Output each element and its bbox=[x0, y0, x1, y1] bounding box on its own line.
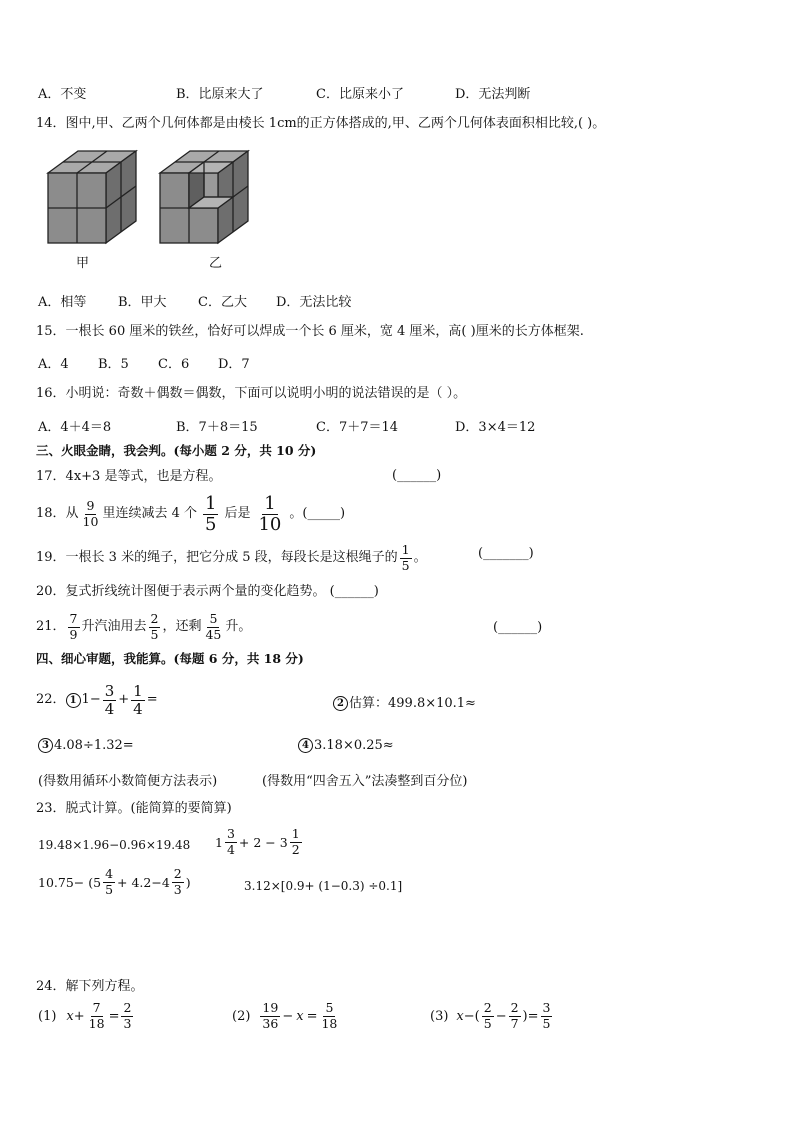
q24-fraction-2-7: $\frac{2}{7}$ bbox=[510, 1000, 519, 1031]
figure-jia-label: 甲 bbox=[76, 256, 90, 271]
q23-stem: 23．脱式计算。(能简算的要简算) bbox=[36, 801, 232, 816]
q21-fraction-5-45: $\frac{5}{45}$ bbox=[205, 611, 222, 642]
q23-fraction-4-5: $\frac{4}{5}$ bbox=[105, 866, 114, 897]
q24-fraction-3-5: $\frac{3}{5}$ bbox=[542, 1000, 551, 1031]
q22-part2: 2 估算：499.8×10.1≈ bbox=[333, 692, 476, 711]
q21-post: 升。 bbox=[225, 619, 252, 634]
q21-fraction-7-9: $\frac{7}{9}$ bbox=[69, 611, 78, 642]
q13-option-c: C．比原来小了 bbox=[316, 87, 404, 102]
q18-line bbox=[36, 494, 345, 534]
q22-part4: 4 3.18×0.25≈ bbox=[298, 738, 394, 753]
q18-fraction-9-10: $\frac{9}{10}$ bbox=[82, 498, 99, 529]
q21-fraction-2-5: $\frac{2}{5}$ bbox=[150, 611, 159, 642]
q22-part1 bbox=[36, 680, 158, 720]
q18-fraction-1-10: $\frac{1}{10}$ bbox=[258, 492, 282, 535]
q15-option-b: B．5 bbox=[98, 357, 129, 372]
q23-fraction-1-2: $\frac{1}{2}$ bbox=[291, 826, 300, 857]
q23-expression-3: 10.75− (5 $\frac{4}{5}$ + 4.2−4 $\frac{2}{3}$ ) bbox=[38, 866, 191, 897]
q22-fraction-3-4: $\frac{3}{4}$ bbox=[104, 681, 115, 718]
q22-note-1: (得数用循环小数简便方法表示) bbox=[38, 774, 218, 789]
section-3-heading: 三、火眼金睛，我会判。(每小题 2 分，共 10 分) bbox=[36, 443, 317, 458]
q20-text: 20．复式折线统计图便于表示两个量的变化趋势。 (______) bbox=[36, 584, 379, 599]
circled-4-icon: 4 bbox=[298, 738, 313, 753]
q15-option-d: D．7 bbox=[218, 357, 250, 372]
q22-p1-pre: 1− bbox=[81, 692, 101, 707]
q21-line bbox=[36, 608, 251, 646]
q22-fraction-1-4: $\frac{1}{4}$ bbox=[133, 681, 143, 718]
q15-option-a: A．4 bbox=[38, 357, 69, 372]
figure-yi-cube bbox=[156, 145, 256, 255]
q15-option-c: C．6 bbox=[158, 357, 190, 372]
q24-stem: 24．解下列方程。 bbox=[36, 979, 144, 994]
q18-mid2: 后是 bbox=[224, 506, 251, 521]
q17-text: 17．4x+3 是等式，也是方程。 bbox=[36, 469, 222, 484]
q19-pre: 19．一根长 3 米的绳子，把它分成 5 段，每段长是这根绳子的 bbox=[36, 550, 398, 565]
q14-option-c: C．乙大 bbox=[198, 295, 247, 310]
circled-1-icon: 1 bbox=[66, 693, 81, 708]
q24-fraction-5-18: $\frac{5}{18}$ bbox=[321, 1000, 338, 1031]
q17-answer-blank[interactable]: (______) bbox=[392, 468, 442, 483]
q24-fraction-2-3: $\frac{2}{3}$ bbox=[123, 1000, 132, 1031]
q18-mid: 里连续减去 4 个 bbox=[102, 506, 197, 521]
q15-stem: 15．一根长 60 厘米的铁丝，恰好可以焊成一个长 6 厘米，宽 4 厘米，高( )厘米的长方体框架. bbox=[36, 324, 584, 339]
q24-fraction-19-36: $\frac{19}{36}$ bbox=[262, 1000, 279, 1031]
q13-option-d: D．无法判断 bbox=[455, 87, 531, 102]
circled-3-icon: 3 bbox=[38, 738, 53, 753]
q23-fraction-3-4: $\frac{3}{4}$ bbox=[226, 826, 235, 857]
q21-pre: 21． bbox=[36, 619, 66, 634]
figure-yi-label: 乙 bbox=[209, 256, 223, 271]
q19-fraction-1-5: $\frac{1}{5}$ bbox=[401, 542, 410, 573]
circled-2-icon: 2 bbox=[333, 696, 348, 711]
q21-answer-blank[interactable]: (______) bbox=[493, 620, 543, 635]
q18-answer-blank[interactable]: 。(_____) bbox=[289, 506, 346, 521]
q14-option-d: D．无法比较 bbox=[276, 295, 352, 310]
q22-p1-plus: + bbox=[118, 692, 130, 707]
q23-fraction-2-3: $\frac{2}{3}$ bbox=[173, 866, 182, 897]
q23-expression-2: 1 $\frac{3}{4}$ + 2 − 3 $\frac{1}{2}$ bbox=[215, 826, 300, 857]
q16-option-c: C．7＋7＝14 bbox=[316, 420, 399, 435]
q24-equation-3: (3) x −( $\frac{2}{5}$ − $\frac{2}{7}$ ) = $\frac{3}{5}$ bbox=[430, 1000, 551, 1031]
q24-fraction-7-18: $\frac{7}{18}$ bbox=[88, 1000, 105, 1031]
q14-option-a: A．相等 bbox=[38, 295, 87, 310]
q22-note-2: (得数用“四舍五入”法凑整到百分位) bbox=[262, 774, 468, 789]
q18-fraction-1-5: $\frac{1}{5}$ bbox=[205, 492, 217, 535]
figure-jia-cube bbox=[38, 145, 138, 255]
section-4-heading: 四、细心审题，我能算。(每题 6 分，共 18 分) bbox=[36, 651, 304, 666]
q14-stem: 14．图中,甲、乙两个几何体都是由棱长 1cm的正方体搭成的,甲、乙两个几何体表面积相比较,( )。 bbox=[36, 116, 606, 131]
q13-option-b: B．比原来大了 bbox=[176, 87, 264, 102]
q22-number: 22． bbox=[36, 692, 66, 707]
q16-option-a: A．4＋4＝8 bbox=[38, 420, 112, 435]
q23-expression-1: 19.48×1.96−0.96×19.48 bbox=[38, 838, 191, 852]
q22-part3: 3 4.08÷1.32= bbox=[38, 738, 134, 753]
q14-option-b: B．甲大 bbox=[118, 295, 167, 310]
q19-post: 。 bbox=[413, 550, 427, 565]
q24-fraction-2-5: $\frac{2}{5}$ bbox=[483, 1000, 492, 1031]
q16-option-d: D．3×4＝12 bbox=[455, 420, 536, 435]
q21-mid2: ，还剩 bbox=[162, 619, 202, 634]
q19-answer-blank[interactable]: (_______) bbox=[478, 546, 534, 561]
q22-p1-eq: = bbox=[146, 692, 158, 707]
q18-pre: 18．从 bbox=[36, 506, 79, 521]
q23-expression-4: 3.12×[0.9+ (1−0.3) ÷0.1] bbox=[244, 879, 403, 893]
q24-equation-2: (2) $\frac{19}{36}$ − x = $\frac{5}{18}$ bbox=[232, 1000, 338, 1031]
q16-stem: 16．小明说：奇数＋偶数＝偶数，下面可以说明小明的说法错误的是（ ）。 bbox=[36, 386, 467, 401]
q21-mid: 升汽油用去 bbox=[81, 619, 147, 634]
q13-option-a: A．不变 bbox=[38, 87, 87, 102]
q16-option-b: B．7＋8＝15 bbox=[176, 420, 258, 435]
q19-line bbox=[36, 540, 427, 576]
q24-equation-1: (1) x + $\frac{7}{18}$ = $\frac{2}{3}$ bbox=[38, 1000, 132, 1031]
